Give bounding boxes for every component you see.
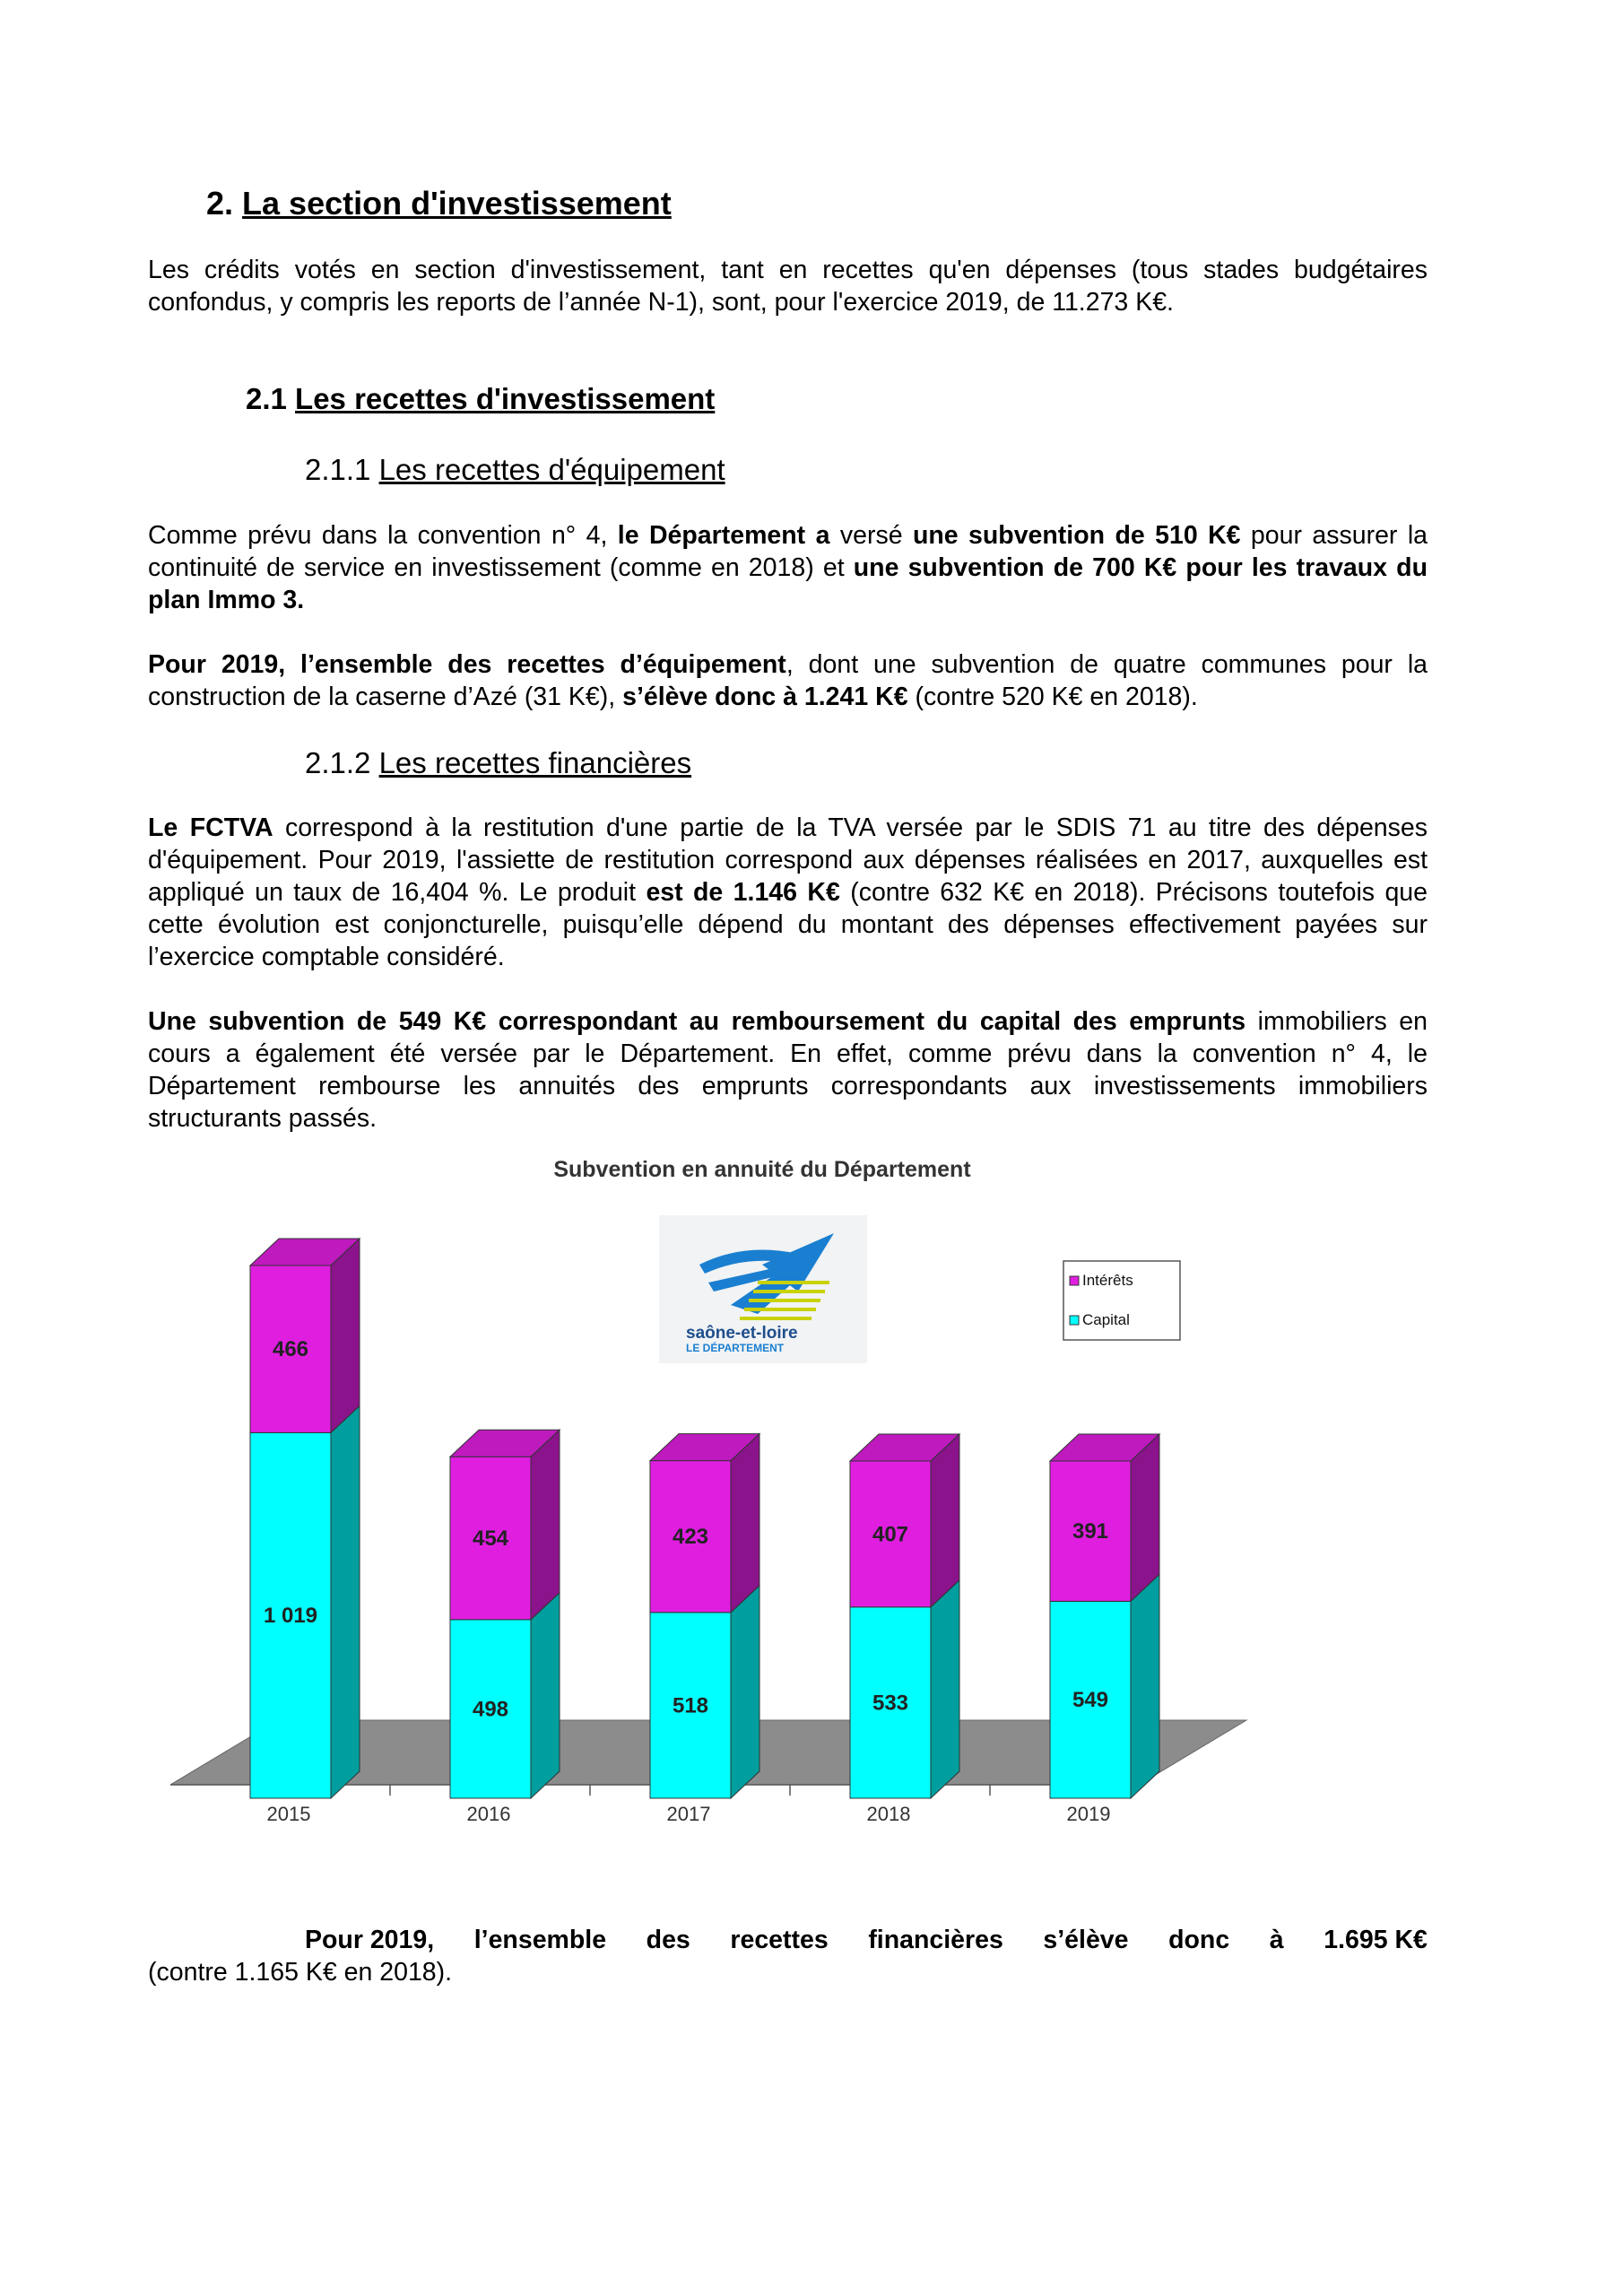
text-run: , dont une subvention de quatre communes pour la construction de la caserne d’Azé (31 K€),: [148, 650, 1428, 711]
data-label-interets-2019: 391: [1072, 1519, 1109, 1544]
text-run: correspond à la restitution d'une partie de la TVA versée par le SDIS 71 au titre des dépenses d'équipement. Pour 2019, l'assiette de restitution correspond aux dépenses réalisées en 2017, auxquelles est appliqué un taux de 16,404 %. Le produit: [148, 813, 1428, 907]
sub2-title: Les recettes financières: [378, 746, 692, 779]
data-label-capital-2018: 533: [872, 1691, 909, 1716]
bar-interets-2018-side: [931, 1434, 959, 1607]
sub1-paragraph-1: [148, 519, 1428, 616]
text-run: pour assurer la continuité de service en investissement (comme en 2018) et: [148, 521, 1428, 582]
bar-interets-2016-side: [531, 1430, 560, 1620]
subsection-title: Les recettes d'investissement: [295, 382, 716, 415]
text-run: (contre 632 K€ en 2018). Précisons toutefois que cette évolution est conjoncturelle, puisqu’elle dépend du montant des dépenses effectivement payées sur l’exercice comptable considéré.: [148, 878, 1428, 971]
sub2-heading: [305, 746, 691, 780]
bar-interets-2017-side: [731, 1434, 759, 1613]
sub1-paragraph-2: [148, 648, 1428, 713]
bar-capital-2016-side: [531, 1593, 560, 1798]
text-run-bold: s’élève donc à 1.241 K€: [622, 683, 908, 711]
subsection-heading: [246, 382, 715, 416]
text-run: versé: [829, 521, 913, 550]
x-tick-label-2018: 2018: [866, 1803, 911, 1825]
sub2-paragraph-1: [148, 812, 1428, 973]
text-run-bold: une subvention de 510 K€: [912, 521, 1241, 550]
x-tick-label-2015: 2015: [266, 1803, 311, 1825]
legend-swatch-interets: [1070, 1276, 1079, 1285]
text-run-bold: le Département a: [617, 521, 830, 550]
x-tick-label-2017: 2017: [666, 1803, 711, 1825]
sub1-number: 2.1.1: [305, 453, 371, 486]
logo-line2: LE DÉPARTEMENT: [686, 1342, 785, 1354]
data-label-interets-2015: 466: [272, 1337, 309, 1362]
data-label-capital-2016: 498: [472, 1697, 509, 1722]
bar-capital-2017-side: [731, 1586, 759, 1798]
data-label-interets-2018: 407: [872, 1522, 909, 1547]
section-heading: [206, 185, 672, 222]
x-tick-label-2019: 2019: [1066, 1803, 1111, 1825]
section-number: 2.: [206, 185, 234, 222]
subsection-number: 2.1: [246, 382, 287, 415]
data-label-interets-2017: 423: [672, 1525, 709, 1550]
text-run-bold: Pour 2019, l’ensemble des recettes d’équipement: [148, 650, 786, 679]
conclusion-word: à: [1269, 1926, 1284, 1954]
logo-line1: saône-et-loire: [686, 1324, 798, 1343]
data-label-capital-2019: 549: [1072, 1688, 1109, 1713]
data-label-capital-2017: 518: [672, 1693, 709, 1718]
legend-swatch-capital: [1070, 1316, 1079, 1325]
text-run: (contre 520 K€ en 2018).: [907, 683, 1198, 711]
text-run-bold: Le FCTVA: [148, 813, 273, 842]
legend-label-interets: Intérêts: [1082, 1272, 1133, 1289]
text-run-bold: est de 1.146 K€: [646, 878, 840, 907]
conclusion-word: 1.695 K€: [1324, 1926, 1428, 1954]
section-intro: Les crédits votés en section d'investissement, tant en recettes qu'en dépenses (tous stades budgétaires confondus, y compris les reports de l’année N-1), sont, pour l'exercice 2019, de 11.273 K€.: [148, 256, 1428, 317]
legend-label-capital: Capital: [1082, 1311, 1130, 1328]
conclusion-word: donc: [1168, 1926, 1230, 1954]
conclusion-word: Pour 2019,: [305, 1926, 435, 1954]
chart-title: Subvention en annuité du Département: [553, 1157, 971, 1182]
bar-capital-2018-side: [931, 1580, 959, 1798]
saone-et-loire-logo: [659, 1215, 867, 1363]
sub1-title: Les recettes d'équipement: [378, 453, 725, 486]
annuity-stacked-bar-chart: [170, 1157, 1318, 1883]
conclusion-word: s’élève: [1043, 1926, 1129, 1954]
conclusion-word: l’ensemble: [473, 1926, 607, 1954]
text-run: Comme prévu dans la convention n° 4,: [148, 521, 618, 550]
conclusion-word: des: [646, 1926, 690, 1954]
text-run-bold: Une subvention de 549 K€ correspondant au remboursement du capital des emprunts: [148, 1007, 1246, 1036]
chart-legend: [1063, 1261, 1180, 1340]
data-label-interets-2016: 454: [472, 1526, 509, 1551]
bar-interets-2019-side: [1131, 1434, 1159, 1601]
bar-capital-2015-side: [331, 1405, 360, 1798]
conclusion-word: recettes: [730, 1926, 829, 1954]
section-title: La section d'investissement: [242, 185, 672, 222]
conclusion-line-1: [148, 1924, 1428, 1956]
data-label-capital-2015: 1 019: [263, 1604, 318, 1629]
sub1-heading: [305, 453, 725, 487]
x-tick-label-2016: 2016: [466, 1803, 511, 1825]
conclusion-paragraph: [148, 1924, 1428, 1988]
text-run: immobiliers en cours a également été versée par le Département. En effet, comme prévu dans la convention n° 4, le Département rembourse les annuités des emprunts correspondants aux investissements immobiliers structurants passés.: [148, 1007, 1428, 1133]
sub2-paragraph-2: [148, 1005, 1428, 1135]
bar-interets-2015-side: [331, 1239, 360, 1432]
sub2-number: 2.1.2: [305, 746, 371, 779]
conclusion-line-2: (contre 1.165 K€ en 2018).: [148, 1958, 453, 1987]
conclusion-word: financières: [868, 1926, 1003, 1954]
bar-capital-2019-side: [1131, 1574, 1159, 1798]
text-run-bold: une subvention de 700 K€ pour les travaux du plan Immo 3.: [148, 553, 1428, 614]
